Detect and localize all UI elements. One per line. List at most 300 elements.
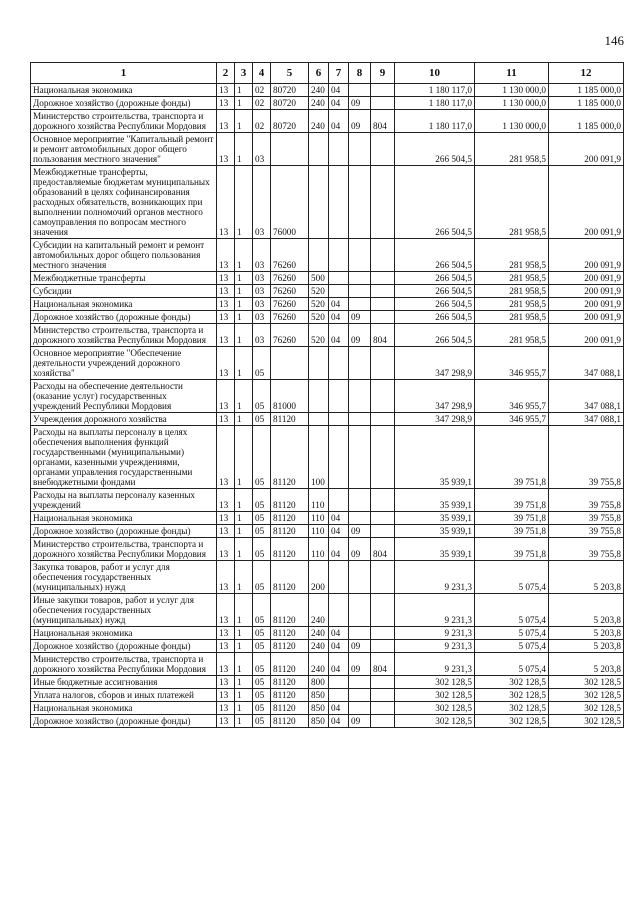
code-target: 81120: [271, 413, 309, 426]
row-name: Дорожное хозяйство (дорожные фонды): [31, 715, 217, 728]
code-ministry: [371, 285, 395, 298]
code-program: 1: [235, 715, 253, 728]
row-name: Дорожное хозяйство (дорожные фонды): [31, 97, 217, 110]
code-subprogram: 05: [253, 538, 271, 561]
table-row: [31, 561, 624, 594]
code-target: 81120: [271, 525, 309, 538]
code-subprogram: 05: [253, 653, 271, 676]
header-cell: 5: [271, 63, 309, 84]
amount-col-12: 347 088,1: [549, 380, 624, 413]
code-expense-type: 240: [309, 594, 329, 627]
table-row: [31, 413, 624, 426]
code-subsection: [349, 676, 371, 689]
amount-col-12: 39 755,8: [549, 512, 624, 525]
code-subprogram: 02: [253, 97, 271, 110]
code-program: 1: [235, 653, 253, 676]
code-subprogram: 03: [253, 311, 271, 324]
code-target: 81120: [271, 594, 309, 627]
code-subsection: [349, 285, 371, 298]
code-ministry: [371, 512, 395, 525]
code-subprogram: 05: [253, 426, 271, 489]
code-expense-type: 110: [309, 538, 329, 561]
code-target: 81120: [271, 512, 309, 525]
code-section: [329, 689, 349, 702]
row-name: Дорожное хозяйство (дорожные фонды): [31, 640, 217, 653]
code-target: [271, 133, 309, 166]
code-subprogram: 05: [253, 594, 271, 627]
code-program: 1: [235, 525, 253, 538]
code-program: 1: [235, 689, 253, 702]
code-expense-type: 520: [309, 285, 329, 298]
code-target: 76000: [271, 166, 309, 239]
table-row: [31, 380, 624, 413]
amount-col-11: 346 955,7: [475, 413, 549, 426]
amount-col-11: 281 958,5: [475, 324, 549, 347]
code-subsection: 09: [349, 97, 371, 110]
code-ministry: 804: [371, 110, 395, 133]
amount-col-11: 302 128,5: [475, 689, 549, 702]
amount-col-10: 347 298,9: [395, 347, 475, 380]
code-program: 1: [235, 512, 253, 525]
code-ministry: [371, 347, 395, 380]
code-target: 81120: [271, 676, 309, 689]
code-subsection: [349, 84, 371, 97]
code-admin: 13: [217, 239, 235, 272]
code-admin: 13: [217, 324, 235, 347]
table-row: [31, 538, 624, 561]
amount-col-11: 281 958,5: [475, 311, 549, 324]
amount-col-11: 39 751,8: [475, 512, 549, 525]
code-ministry: [371, 689, 395, 702]
amount-col-12: 200 091,9: [549, 166, 624, 239]
row-name: Национальная экономика: [31, 84, 217, 97]
code-subsection: [349, 561, 371, 594]
row-name: Расходы на выплаты персоналу в целях обеспечения выполнения функций государственными (муниципальными) органами, казенными учреждениями, органами управления государственными внебюджетными фондами: [31, 426, 217, 489]
amount-col-12: 200 091,9: [549, 311, 624, 324]
code-subsection: [349, 702, 371, 715]
code-target: 81120: [271, 689, 309, 702]
code-section: [329, 676, 349, 689]
code-program: 1: [235, 285, 253, 298]
row-name: Субсидии на капитальный ремонт и ремонт автомобильных дорог общего пользования местного значения: [31, 239, 217, 272]
table-row: [31, 285, 624, 298]
table-row: [31, 594, 624, 627]
header-cell: 12: [549, 63, 624, 84]
amount-col-11: 281 958,5: [475, 272, 549, 285]
code-subprogram: 05: [253, 489, 271, 512]
code-target: 76260: [271, 311, 309, 324]
code-subprogram: 05: [253, 715, 271, 728]
code-section: [329, 594, 349, 627]
table-row: [31, 133, 624, 166]
amount-col-10: 302 128,5: [395, 676, 475, 689]
amount-col-10: 1 180 117,0: [395, 97, 475, 110]
amount-col-10: 9 231,3: [395, 653, 475, 676]
code-admin: 13: [217, 702, 235, 715]
code-target: 81000: [271, 380, 309, 413]
code-expense-type: [309, 133, 329, 166]
code-admin: 13: [217, 285, 235, 298]
code-program: 1: [235, 347, 253, 380]
code-subprogram: 02: [253, 84, 271, 97]
code-subprogram: 05: [253, 676, 271, 689]
code-expense-type: 200: [309, 561, 329, 594]
amount-col-11: 346 955,7: [475, 380, 549, 413]
table-row: [31, 653, 624, 676]
code-section: 04: [329, 97, 349, 110]
code-section: [329, 347, 349, 380]
code-program: 1: [235, 489, 253, 512]
amount-col-10: 302 128,5: [395, 715, 475, 728]
code-target: 80720: [271, 97, 309, 110]
header-row: [31, 63, 624, 84]
row-name: Основное мероприятие "Капитальный ремонт и ремонт автомобильных дорог общего пользования местного значения": [31, 133, 217, 166]
header-cell: 3: [235, 63, 253, 84]
row-name: Межбюджетные трансферты: [31, 272, 217, 285]
amount-col-10: 35 939,1: [395, 512, 475, 525]
row-name: Межбюджетные трансферты, предоставляемые бюджетам муниципальных образований в целях софинансирования расходных обязательств, возникающих при выполнении полномочий органов местного самоуправления по вопросам местного значения: [31, 166, 217, 239]
amount-col-11: 281 958,5: [475, 285, 549, 298]
row-name: Министерство строительства, транспорта и дорожного хозяйства Республики Мордовия: [31, 324, 217, 347]
amount-col-11: 302 128,5: [475, 676, 549, 689]
amount-col-12: 302 128,5: [549, 689, 624, 702]
amount-col-10: 1 180 117,0: [395, 110, 475, 133]
page-number: 146: [604, 33, 624, 48]
code-ministry: [371, 702, 395, 715]
code-program: 1: [235, 97, 253, 110]
code-admin: 13: [217, 676, 235, 689]
amount-col-10: 266 504,5: [395, 239, 475, 272]
amount-col-10: 302 128,5: [395, 702, 475, 715]
code-ministry: 804: [371, 538, 395, 561]
code-section: 04: [329, 715, 349, 728]
code-target: 80720: [271, 84, 309, 97]
code-program: 1: [235, 702, 253, 715]
row-name: Субсидии: [31, 285, 217, 298]
code-subsection: [349, 380, 371, 413]
table-row: [31, 311, 624, 324]
code-admin: 13: [217, 594, 235, 627]
amount-col-10: 302 128,5: [395, 689, 475, 702]
code-expense-type: 100: [309, 426, 329, 489]
header-cell: 9: [371, 63, 395, 84]
code-subsection: [349, 627, 371, 640]
code-subprogram: 03: [253, 133, 271, 166]
code-subsection: 09: [349, 311, 371, 324]
code-expense-type: 850: [309, 689, 329, 702]
code-subprogram: 03: [253, 285, 271, 298]
code-target: 81120: [271, 640, 309, 653]
table-row: [31, 702, 624, 715]
code-admin: 13: [217, 272, 235, 285]
amount-col-12: 39 755,8: [549, 525, 624, 538]
amount-col-12: 1 185 000,0: [549, 84, 624, 97]
row-name: Дорожное хозяйство (дорожные фонды): [31, 525, 217, 538]
code-subsection: [349, 512, 371, 525]
code-expense-type: 800: [309, 676, 329, 689]
code-subsection: [349, 413, 371, 426]
code-program: 1: [235, 538, 253, 561]
code-ministry: [371, 525, 395, 538]
header-cell: 7: [329, 63, 349, 84]
code-program: 1: [235, 676, 253, 689]
code-program: 1: [235, 272, 253, 285]
amount-col-11: 5 075,4: [475, 640, 549, 653]
amount-col-11: 346 955,7: [475, 347, 549, 380]
code-program: 1: [235, 380, 253, 413]
code-section: [329, 166, 349, 239]
code-ministry: 804: [371, 324, 395, 347]
amount-col-11: 302 128,5: [475, 702, 549, 715]
code-section: [329, 133, 349, 166]
code-target: [271, 347, 309, 380]
code-admin: 13: [217, 627, 235, 640]
amount-col-11: 281 958,5: [475, 298, 549, 311]
amount-col-12: 200 091,9: [549, 298, 624, 311]
amount-col-11: 281 958,5: [475, 166, 549, 239]
amount-col-12: 302 128,5: [549, 676, 624, 689]
code-subsection: [349, 298, 371, 311]
code-subprogram: 05: [253, 702, 271, 715]
amount-col-12: 302 128,5: [549, 715, 624, 728]
amount-col-11: 39 751,8: [475, 538, 549, 561]
code-target: 76260: [271, 272, 309, 285]
code-section: [329, 413, 349, 426]
amount-col-12: 302 128,5: [549, 702, 624, 715]
header-cell: 4: [253, 63, 271, 84]
row-name: Национальная экономика: [31, 627, 217, 640]
table-row: [31, 239, 624, 272]
code-expense-type: 240: [309, 110, 329, 133]
code-target: 81120: [271, 538, 309, 561]
amount-col-10: 35 939,1: [395, 426, 475, 489]
code-admin: 13: [217, 413, 235, 426]
code-admin: 13: [217, 110, 235, 133]
code-ministry: [371, 84, 395, 97]
code-subprogram: 03: [253, 239, 271, 272]
amount-col-11: 302 128,5: [475, 715, 549, 728]
code-section: [329, 239, 349, 272]
code-ministry: [371, 272, 395, 285]
amount-col-10: 266 504,5: [395, 285, 475, 298]
code-subprogram: 05: [253, 689, 271, 702]
amount-col-11: 5 075,4: [475, 653, 549, 676]
table-row: [31, 166, 624, 239]
row-name: Национальная экономика: [31, 512, 217, 525]
amount-col-10: 9 231,3: [395, 640, 475, 653]
code-section: 04: [329, 311, 349, 324]
table-row: [31, 525, 624, 538]
amount-col-12: 200 091,9: [549, 324, 624, 347]
code-target: 81120: [271, 489, 309, 512]
row-name: Расходы на выплаты персоналу казенных учреждений: [31, 489, 217, 512]
code-expense-type: 850: [309, 702, 329, 715]
amount-col-11: 5 075,4: [475, 627, 549, 640]
code-expense-type: 520: [309, 324, 329, 347]
amount-col-11: 39 751,8: [475, 525, 549, 538]
code-subprogram: 03: [253, 298, 271, 311]
amount-col-10: 266 504,5: [395, 133, 475, 166]
code-ministry: [371, 627, 395, 640]
code-section: [329, 272, 349, 285]
code-expense-type: 520: [309, 298, 329, 311]
code-subsection: 09: [349, 538, 371, 561]
amount-col-10: 347 298,9: [395, 380, 475, 413]
row-name: Министерство строительства, транспорта и дорожного хозяйства Республики Мордовия: [31, 653, 217, 676]
code-subsection: [349, 347, 371, 380]
code-subsection: [349, 594, 371, 627]
code-subprogram: 05: [253, 347, 271, 380]
row-name: Министерство строительства, транспорта и дорожного хозяйства Республики Мордовия: [31, 538, 217, 561]
code-section: 04: [329, 627, 349, 640]
row-name: Национальная экономика: [31, 298, 217, 311]
code-expense-type: [309, 347, 329, 380]
amount-col-12: 200 091,9: [549, 272, 624, 285]
header-cell: 6: [309, 63, 329, 84]
code-section: [329, 489, 349, 512]
amount-col-12: 5 203,8: [549, 627, 624, 640]
table-row: [31, 84, 624, 97]
row-name: Учреждения дорожного хозяйства: [31, 413, 217, 426]
code-subsection: [349, 689, 371, 702]
code-program: 1: [235, 640, 253, 653]
amount-col-10: 266 504,5: [395, 166, 475, 239]
code-subprogram: 03: [253, 272, 271, 285]
code-expense-type: [309, 166, 329, 239]
code-ministry: [371, 311, 395, 324]
amount-col-10: 266 504,5: [395, 272, 475, 285]
amount-col-10: 347 298,9: [395, 413, 475, 426]
amount-col-12: 1 185 000,0: [549, 97, 624, 110]
code-ministry: [371, 640, 395, 653]
code-subsection: [349, 166, 371, 239]
code-admin: 13: [217, 84, 235, 97]
amount-col-10: 9 231,3: [395, 594, 475, 627]
code-ministry: [371, 594, 395, 627]
code-admin: 13: [217, 97, 235, 110]
code-subprogram: 03: [253, 324, 271, 347]
amount-col-10: 1 180 117,0: [395, 84, 475, 97]
code-admin: 13: [217, 166, 235, 239]
code-target: 76260: [271, 324, 309, 347]
code-expense-type: 240: [309, 653, 329, 676]
header-cell: 2: [217, 63, 235, 84]
table-row: [31, 689, 624, 702]
code-program: 1: [235, 166, 253, 239]
code-ministry: [371, 97, 395, 110]
table-row: [31, 640, 624, 653]
code-subsection: 09: [349, 653, 371, 676]
amount-col-10: 266 504,5: [395, 311, 475, 324]
table-row: [31, 110, 624, 133]
code-ministry: [371, 489, 395, 512]
amount-col-11: 281 958,5: [475, 133, 549, 166]
code-subsection: 09: [349, 324, 371, 347]
code-ministry: [371, 298, 395, 311]
code-admin: 13: [217, 311, 235, 324]
amount-col-10: 35 939,1: [395, 525, 475, 538]
code-expense-type: 110: [309, 525, 329, 538]
code-program: 1: [235, 561, 253, 594]
amount-col-10: 266 504,5: [395, 298, 475, 311]
code-subprogram: 05: [253, 640, 271, 653]
amount-col-12: 39 755,8: [549, 426, 624, 489]
amount-col-12: 200 091,9: [549, 285, 624, 298]
amount-col-12: 5 203,8: [549, 640, 624, 653]
code-target: 81120: [271, 702, 309, 715]
code-section: 04: [329, 110, 349, 133]
code-section: 04: [329, 525, 349, 538]
amount-col-12: 347 088,1: [549, 413, 624, 426]
code-subprogram: 05: [253, 561, 271, 594]
amount-col-11: 1 130 000,0: [475, 110, 549, 133]
code-subprogram: 02: [253, 110, 271, 133]
code-expense-type: 110: [309, 512, 329, 525]
code-ministry: [371, 561, 395, 594]
amount-col-12: 200 091,9: [549, 239, 624, 272]
code-admin: 13: [217, 689, 235, 702]
table-row: [31, 272, 624, 285]
code-target: 76260: [271, 239, 309, 272]
code-target: 81120: [271, 426, 309, 489]
code-expense-type: [309, 239, 329, 272]
code-admin: 13: [217, 380, 235, 413]
amount-col-12: 200 091,9: [549, 133, 624, 166]
code-ministry: [371, 133, 395, 166]
code-subprogram: 05: [253, 525, 271, 538]
table-row: [31, 489, 624, 512]
code-expense-type: [309, 413, 329, 426]
code-subprogram: 05: [253, 413, 271, 426]
code-expense-type: 110: [309, 489, 329, 512]
code-target: 81120: [271, 561, 309, 594]
row-name: Расходы на обеспечение деятельности (оказание услуг) государственных учреждений Республики Мордовия: [31, 380, 217, 413]
code-expense-type: 850: [309, 715, 329, 728]
code-target: 76260: [271, 285, 309, 298]
amount-col-12: 39 755,8: [549, 538, 624, 561]
budget-table: [30, 62, 624, 728]
code-admin: 13: [217, 640, 235, 653]
code-admin: 13: [217, 653, 235, 676]
row-name: Иные бюджетные ассигнования: [31, 676, 217, 689]
table-row: [31, 715, 624, 728]
code-expense-type: 240: [309, 627, 329, 640]
code-subsection: [349, 272, 371, 285]
code-expense-type: 500: [309, 272, 329, 285]
header-cell: 8: [349, 63, 371, 84]
row-name: Национальная экономика: [31, 702, 217, 715]
code-ministry: [371, 715, 395, 728]
code-admin: 13: [217, 538, 235, 561]
amount-col-11: 281 958,5: [475, 239, 549, 272]
code-program: 1: [235, 413, 253, 426]
code-expense-type: 240: [309, 97, 329, 110]
code-subprogram: 05: [253, 380, 271, 413]
code-section: [329, 380, 349, 413]
code-section: 04: [329, 512, 349, 525]
code-expense-type: [309, 380, 329, 413]
code-section: 04: [329, 538, 349, 561]
code-program: 1: [235, 324, 253, 347]
code-admin: 13: [217, 525, 235, 538]
code-subsection: [349, 239, 371, 272]
code-subprogram: 05: [253, 512, 271, 525]
row-name: Закупка товаров, работ и услуг для обеспечения государственных (муниципальных) нужд: [31, 561, 217, 594]
amount-col-12: 5 203,8: [549, 561, 624, 594]
code-section: 04: [329, 298, 349, 311]
amount-col-10: 35 939,1: [395, 538, 475, 561]
code-section: [329, 561, 349, 594]
